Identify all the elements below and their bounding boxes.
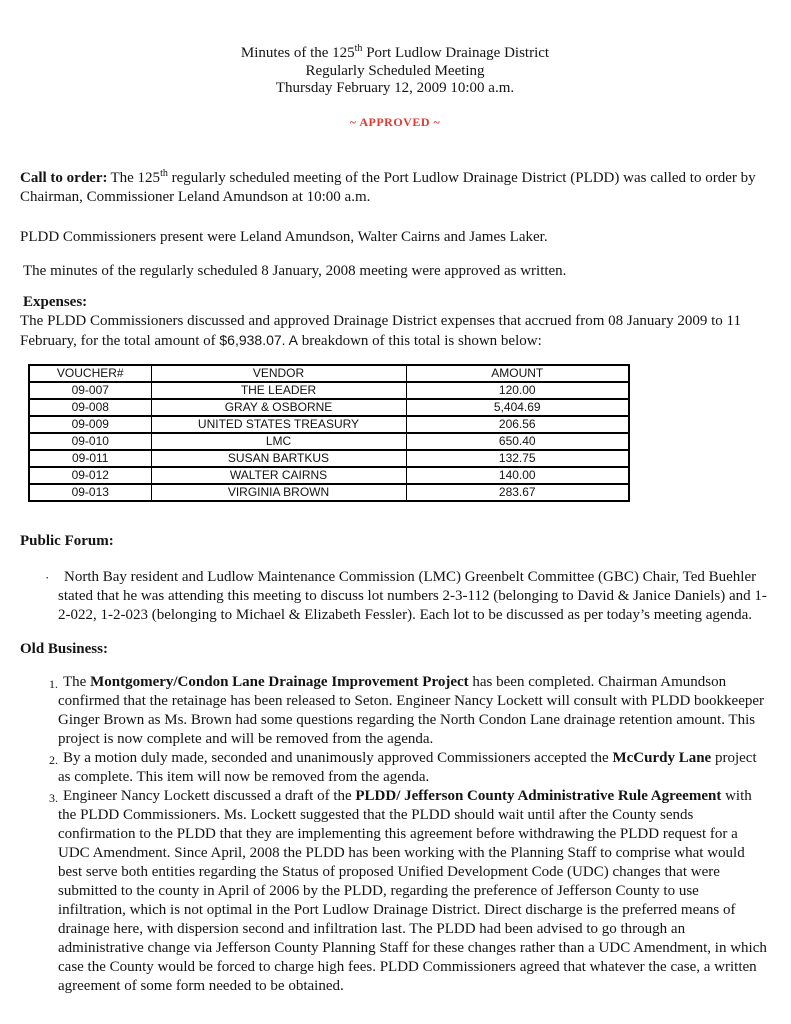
- table-row: [29, 399, 629, 416]
- voucher-cell: 09-010: [29, 433, 151, 450]
- call-to-order-label: Call to order:: [20, 169, 108, 186]
- table-row: [29, 416, 629, 433]
- list-item-text-post: project as complete. This item will now be removed from the agenda.: [58, 749, 757, 785]
- voucher-cell: 09-012: [29, 467, 151, 484]
- old-business-heading: Old Business:: [20, 640, 108, 657]
- call-to-order-text-post: regularly scheduled meeting of the Port Ludlow Drainage District (PLDD) was called to order by Chairman, Commissioner Leland Amundson at 10:00 a.m.: [20, 169, 756, 205]
- amount-cell: 120.00: [406, 382, 629, 399]
- document-title-block: [20, 45, 770, 98]
- voucher-cell: 09-011: [29, 450, 151, 467]
- amount-cell: 206.56: [406, 416, 629, 433]
- title-ordinal-suffix: th: [354, 43, 363, 54]
- list-item-text-bold: PLDD/ Jefferson County Administrative Rule Agreement: [355, 787, 722, 804]
- public-forum-heading: Public Forum:: [20, 532, 114, 549]
- voucher-cell: 09-013: [29, 484, 151, 501]
- title-line-3: Thursday February 12, 2009 10:00 a.m.: [275, 80, 515, 96]
- minutes-approval-paragraph: The minutes of the regularly scheduled 8 January, 2008 meeting were approved as written.: [23, 262, 567, 279]
- vendor-cell: UNITED STATES TREASURY: [151, 416, 406, 433]
- list-item: [20, 673, 770, 749]
- vendor-cell: VIRGINIA BROWN: [151, 484, 406, 501]
- title-line-1: [20, 45, 770, 63]
- list-item: [20, 787, 770, 996]
- list-item-number: 2.: [49, 752, 58, 767]
- voucher-table-header-voucher: VOUCHER#: [29, 365, 151, 382]
- voucher-table: [28, 364, 630, 502]
- title-line-1-pre: Minutes of the 125: [240, 45, 355, 61]
- call-to-order-text-pre: The 125: [110, 169, 161, 186]
- list-item-text-pre: Engineer Nancy Lockett discussed a draft of the: [63, 787, 356, 804]
- list-item-text-bold: McCurdy Lane: [612, 749, 712, 766]
- table-row: [29, 467, 629, 484]
- expenses-body-paragraph: [20, 312, 770, 351]
- list-item-text-post: with the PLDD Commissioners. Ms. Lockett suggested that the PLDD should wait until after the County sends confirmation to the PLDD that they are implementing this agreement before withdrawing the PLDD request for a UDC Amendment. Since April, 2008 the PLDD has been working with the Planning Staff to comprise what would best serve both entities regarding the Status of proposed Unified Development Code (UDC) changes that were submitted to the county in April of 2006 by the PLDD, regarding the preference of Jefferson County to use infiltration, which is not optimal in the Port Ludlow Drainage District. Direct discharge is the preferred means of drainage here, with dispersion second and infiltration last. The PLDD had been advised to go through an administrative change via Jefferson County Planning Staff for these changes rather than a UDC Amendment, in which case the County would be forced to charge high fees. PLDD Commissioners agreed that whatever the case, a written agreement of some form needed to be obtained.: [58, 787, 767, 994]
- bullet-icon: ·: [45, 569, 50, 585]
- list-item-number: 1.: [49, 676, 58, 691]
- vendor-cell: GRAY & OSBORNE: [151, 399, 406, 416]
- list-item-number: 3.: [49, 790, 58, 805]
- table-row: [29, 433, 629, 450]
- old-business-list: [20, 673, 770, 996]
- amount-cell: 140.00: [406, 467, 629, 484]
- list-item-text-post: has been completed. Chairman Amundson confirmed that the retainage has been released to Seton. Engineer Nancy Lockett will consult with PLDD bookkeeper Ginger Brown as Ms. Brown had some questions regarding the North Condon Lane drainage retention amount. This project is now complete and will be removed from the agenda.: [58, 673, 765, 747]
- vendor-cell: WALTER CAIRNS: [151, 467, 406, 484]
- title-line-1-post: Port Ludlow Drainage District: [362, 45, 550, 61]
- expenses-heading: Expenses:: [23, 293, 88, 310]
- expenses-amount: $6,938.07. A: [219, 331, 299, 348]
- amount-cell: 132.75: [406, 450, 629, 467]
- vendor-cell: LMC: [151, 433, 406, 450]
- voucher-cell: 09-007: [29, 382, 151, 399]
- public-forum-item: [20, 568, 770, 625]
- public-forum-text: North Bay resident and Ludlow Maintenance Commission (LMC) Greenbelt Committee (GBC) Chair, Ted Buehler stated that he was attending this meeting to discuss lot numbers 2-3-112 (belonging to David & Janice Daniels) and 1-2-022, 1-2-023 (belonging to Michael & Elizabeth Fessler). Each lot to be discussed as per today’s meeting agenda.: [58, 568, 767, 623]
- table-row: [29, 450, 629, 467]
- voucher-table-header-vendor: VENDOR: [151, 365, 406, 382]
- list-item: [20, 749, 770, 787]
- voucher-table-header-row: [29, 365, 629, 382]
- title-line-2: Regularly Scheduled Meeting: [305, 62, 485, 79]
- expenses-body-pre: The PLDD Commissioners discussed and approved Drainage District expenses that accrued from 08 January 2009 to 11 February, for the total amount of: [20, 312, 741, 349]
- amount-cell: 650.40: [406, 433, 629, 450]
- table-row: [29, 484, 629, 501]
- expenses-body-post: breakdown of this total is shown below:: [298, 332, 542, 349]
- call-to-order-ordinal-suffix: th: [160, 167, 168, 179]
- call-to-order-paragraph: [20, 169, 770, 207]
- amount-cell: 5,404.69: [406, 399, 629, 416]
- list-item-text-pre: By a motion duly made, seconded and unanimously approved Commissioners accepted the: [63, 749, 613, 766]
- amount-cell: 283.67: [406, 484, 629, 501]
- vendor-cell: SUSAN BARTKUS: [151, 450, 406, 467]
- list-item-text-bold: Montgomery/Condon Lane Drainage Improvement Project: [90, 673, 469, 690]
- vendor-cell: THE LEADER: [151, 382, 406, 399]
- voucher-table-header-amount: AMOUNT: [406, 365, 629, 382]
- voucher-cell: 09-009: [29, 416, 151, 433]
- approved-stamp: ~ APPROVED ~: [349, 114, 441, 129]
- attendance-paragraph: PLDD Commissioners present were Leland Amundson, Walter Cairns and James Laker.: [20, 228, 548, 245]
- table-row: [29, 382, 629, 399]
- voucher-cell: 09-008: [29, 399, 151, 416]
- list-item-text-pre: The: [63, 673, 91, 690]
